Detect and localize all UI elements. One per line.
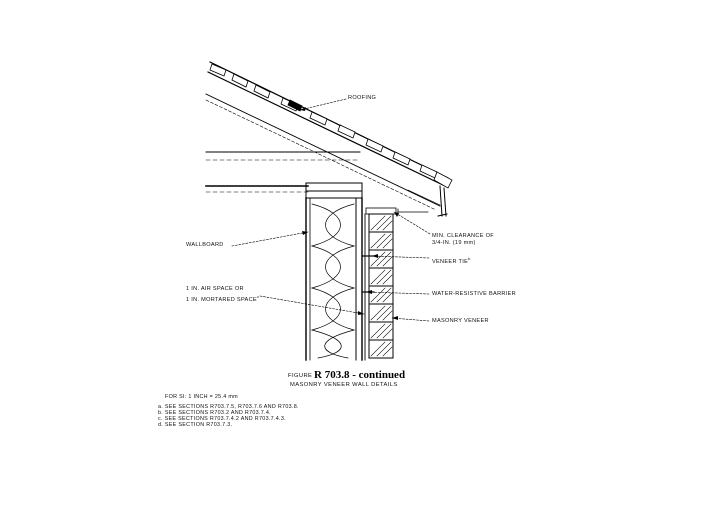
wallboard-label: WALLBOARD: [186, 242, 224, 248]
air-space-footnote: c: [256, 294, 260, 299]
footnote-c: c. SEE SECTIONS R703.7.4.2 AND R703.7.4.3.: [158, 416, 286, 422]
si-conversion-note: FOR SI: 1 INCH = 25.4 mm: [165, 394, 238, 400]
wallboard-leader: [232, 232, 308, 246]
roofing-label: ROOFING: [348, 95, 377, 101]
top-plate: [306, 183, 362, 198]
min-clearance-label-line1: MIN. CLEARANCE OF: [432, 233, 494, 239]
veneer-tie-label: [432, 255, 471, 266]
footnote-b: b. SEE SECTIONS R703.2 AND R703.7.4.: [158, 410, 271, 416]
barrier-leader: [366, 292, 429, 294]
air-space-text: 1 IN. MORTARED SPACE: [186, 296, 257, 303]
min-clearance-label-line2: 3/4-IN. (19 mm): [432, 240, 476, 246]
batt-insulation: [312, 204, 354, 358]
roofing-leader: [300, 99, 346, 110]
footnote-a: a. SEE SECTIONS R703.7.5, R703.7.6 AND R703.8.: [158, 404, 299, 410]
eave-fascia: [408, 186, 447, 216]
stud-wall: [306, 198, 362, 360]
footnote-d: d. SEE SECTION R703.7.3.: [158, 422, 233, 428]
veneer-tie-footnote: b: [468, 256, 471, 261]
masonry-veneer-label: MASONRY VENEER: [432, 318, 489, 324]
leader-lines: [232, 99, 430, 321]
clearance-leader: [394, 212, 430, 234]
water-resistive-barrier-label: WATER-RESISTIVE BARRIER: [432, 291, 516, 297]
air-space-label-line2: [186, 293, 259, 304]
figure-word: FIGURE: [288, 373, 313, 379]
air-space-leader: [260, 296, 364, 314]
roofing-shingles: [210, 64, 452, 188]
air-space-label-line1: 1 IN. AIR SPACE OR: [186, 286, 244, 292]
figure-subtitle: MASONRY VENEER WALL DETAILS: [290, 382, 398, 388]
ceiling-joists: [206, 152, 360, 192]
veneer-ties: [362, 256, 374, 292]
figure-number: R 703.8 - continued: [314, 369, 406, 381]
veneer-tie-text: VENEER TIE: [432, 258, 469, 265]
